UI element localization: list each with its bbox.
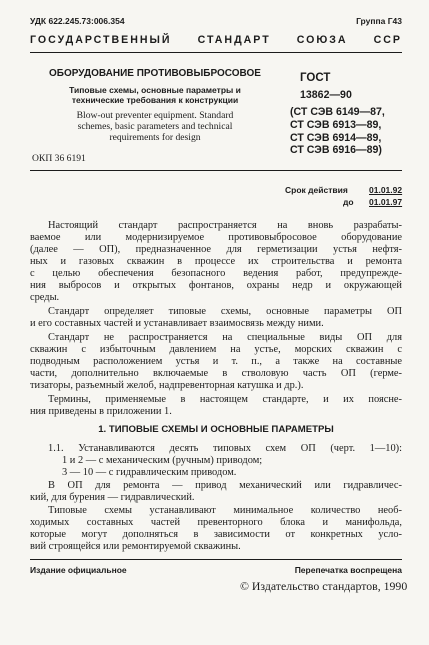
okp-code: ОКП 36 6191 [32,153,86,164]
title-english-line-1: Blow-out preventer equipment. Standard [76,110,234,121]
p6-line-4: вий строящейся или ремонтируемой скважины. [30,541,241,552]
p6-line-2: ходимых составных частей превенторного блока и манифольда, [30,517,402,528]
st-sev-2: СТ СЭВ 6913—89, [290,119,382,131]
p3-line-5: тизаторы, разъемный желоб, надпревенторная катушка и др.). [30,380,304,391]
p6-line-1: Типовые схемы устанавливают минимальное количество необ- [48,505,402,516]
p5-line-1: В ОП для ремонта — привод механический или гидравличес- [48,480,402,491]
udk-code: УДК 622.245.73:006.354 [30,16,125,26]
s11-item-b: 3 — 10 — с гидравлическим приводом. [62,467,237,478]
title-english-line-3: requirements for design [109,132,201,143]
gost-number: 13862—90 [300,89,352,101]
p3-line-1: Стандарт не распространяется на специальные виды ОП для [48,332,402,343]
title-english-line-2: schemes, basic parameters and technical [77,121,233,132]
gost-label: ГОСТ [300,72,331,84]
banner-title: ГОСУДАРСТВЕННЫЙ СТАНДАРТ СОЮЗА ССР [30,34,402,46]
p1-line-4: ных и газовых скважин в процессе их строительства и ремонта [30,256,402,267]
doc-title: ОБОРУДОВАНИЕ ПРОТИВОВЫБРОСОВОЕ [49,68,261,79]
p3-line-4: части, дополнительно включаемые в стволовую часть ОП (герме- [30,368,402,379]
doc-subtitle-line-2: технические требования к конструкции [71,95,239,105]
st-sev-1: (СТ СЭВ 6149—87, [290,106,385,118]
banner-rule [30,52,402,53]
p1-line-6: ния выбросов и открытых фонтанов, охраны недр и окружающей [30,280,402,291]
p4-line-1: Термины, применяемые в настоящем стандарте, и их поясне- [48,394,402,405]
group-code: Группа Г43 [356,16,402,26]
s11-line: 1.1. Устанавливаются десять типовых схем ОП (черт. 1—10): [48,443,402,454]
p4-line-2: ния приведены в приложении 1. [30,406,172,417]
validity-label: Срок действия [285,185,348,195]
doc-subtitle-line-1: Типовые схемы, основные параметры и [69,85,241,95]
p2-line-1: Стандарт определяет типовые схемы, основные параметры ОП [48,306,402,317]
title-rule [30,170,402,171]
s11-item-a: 1 и 2 — с механическим (ручным) приводом; [62,455,263,466]
p6-line-3: которые могут дополняться в зависимости от конкретных усло- [30,529,402,540]
p2-line-2: и его составных частей и устанавливает взаимосвязь между ними. [30,318,324,329]
footer-rule [30,559,402,560]
p3-line-2: скважин с избыточным давлением на устье, морских скважин с [30,344,402,355]
p1-line-1: Настоящий стандарт распространяется на вновь разрабаты- [48,220,402,231]
footer-copyright: © Издательство стандартов, 1990 [240,579,408,593]
p1-line-7: среды. [30,292,60,303]
st-sev-4: СТ СЭВ 6916—89) [290,144,382,156]
p5-line-2: кий, для бурения — гидравлический. [30,492,195,503]
p3-line-3: подводным расположением устья и т. п., а также на составные [30,356,402,367]
footer-official: Издание официальное [30,565,127,575]
st-sev-3: СТ СЭВ 6914—89, [290,132,382,144]
p1-line-2: ваемое или модернизируемое противовыбросовое оборудование [30,232,402,243]
validity-to-label: до [343,197,354,207]
p1-line-5: с целью обеспечения безопасного ведения работ, предупрежде- [30,268,402,279]
section-heading: 1. ТИПОВЫЕ СХЕМЫ И ОСНОВНЫЕ ПАРАМЕТРЫ [98,424,334,435]
validity-to: 01.01.97 [369,197,403,207]
validity-from: 01.01.92 [369,185,403,195]
footer-reprint: Перепечатка воспрещена [294,565,402,575]
p1-line-3: (далее — ОП), предназначенное для герметизации устья нефтя- [30,244,402,255]
